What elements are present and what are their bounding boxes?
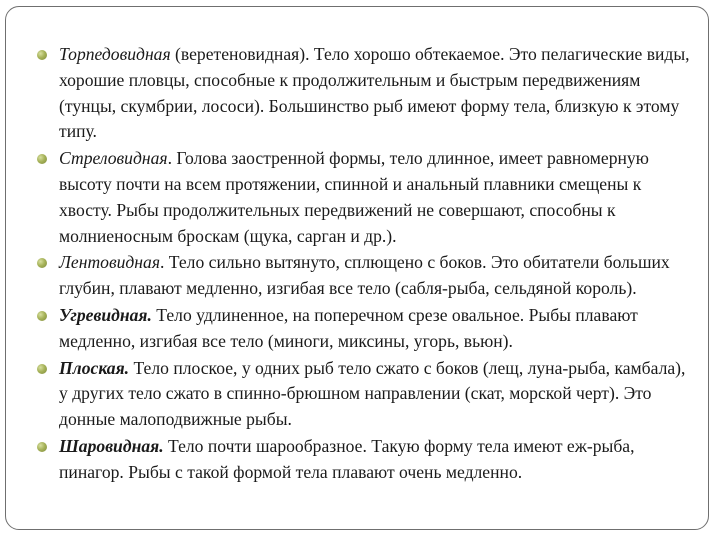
list-item-ribbon — [34, 250, 694, 302]
term-label: Угревидная. — [59, 304, 152, 325]
description-text: Тело почти шарообразное. Такую форму тела имеют еж-рыба, пинагор. Рыбы с такой формой тела плавают очень медленно. — [59, 435, 635, 482]
bullet-icon — [37, 364, 47, 374]
list-item-torpedo — [34, 42, 694, 145]
term-label: Шаровидная. — [59, 435, 164, 456]
description-text: Тело удлиненное, на поперечном срезе овальное. Рыбы плавают медленно, изгибая все тело (миноги, миксины, угорь, вьюн). — [59, 304, 638, 351]
list-item-spherical — [34, 434, 694, 486]
term-label: Стреловидная — [59, 148, 168, 169]
list-item-flat — [34, 356, 694, 433]
term-label: Плоская. — [59, 357, 130, 378]
list-item-arrow — [34, 146, 694, 249]
bullet-icon — [37, 258, 47, 268]
bullet-icon — [37, 442, 47, 452]
bullet-icon — [37, 311, 47, 321]
term-label: Торпедовидная — [59, 44, 171, 64]
list-item-eel — [34, 303, 694, 355]
term-label: Лентовидная — [59, 252, 160, 273]
description-text: (веретеновидная). Тело хорошо обтекаемое. Это пелагические виды, хорошие пловцы, способные к продолжительным и быстрым передвижениям (тунцы, скумбрии, лососи). Большинство рыб имеют форму тела, близкую к этому типу. — [59, 44, 690, 142]
slide-frame — [5, 6, 709, 530]
bullet-icon — [37, 154, 47, 164]
description-text: . Голова заостренной формы, тело длинное, имеет равномерную высоту почти на всем протяжении, спинной и анальный плавники смещены к хвосту. Рыбы продолжительных передвижений не совершают, способны к молниеносным броскам (щука, сарган и др.). — [59, 148, 649, 246]
bullet-icon — [37, 50, 47, 60]
description-text: Тело плоское, у одних рыб тело сжато с боков (лещ, луна-рыба, камбала), у других тело сжато в спинно-брюшном направлении (скат, морской черт). Это донные малоподвижные рыбы. — [59, 357, 686, 430]
description-text: . Тело сильно вытянуто, сплющено с боков. Это обитатели больших глубин, плавают медленно, изгибая все тело (сабля-рыба, сельдяной король). — [59, 252, 670, 299]
fish-body-shapes-list — [34, 42, 694, 487]
